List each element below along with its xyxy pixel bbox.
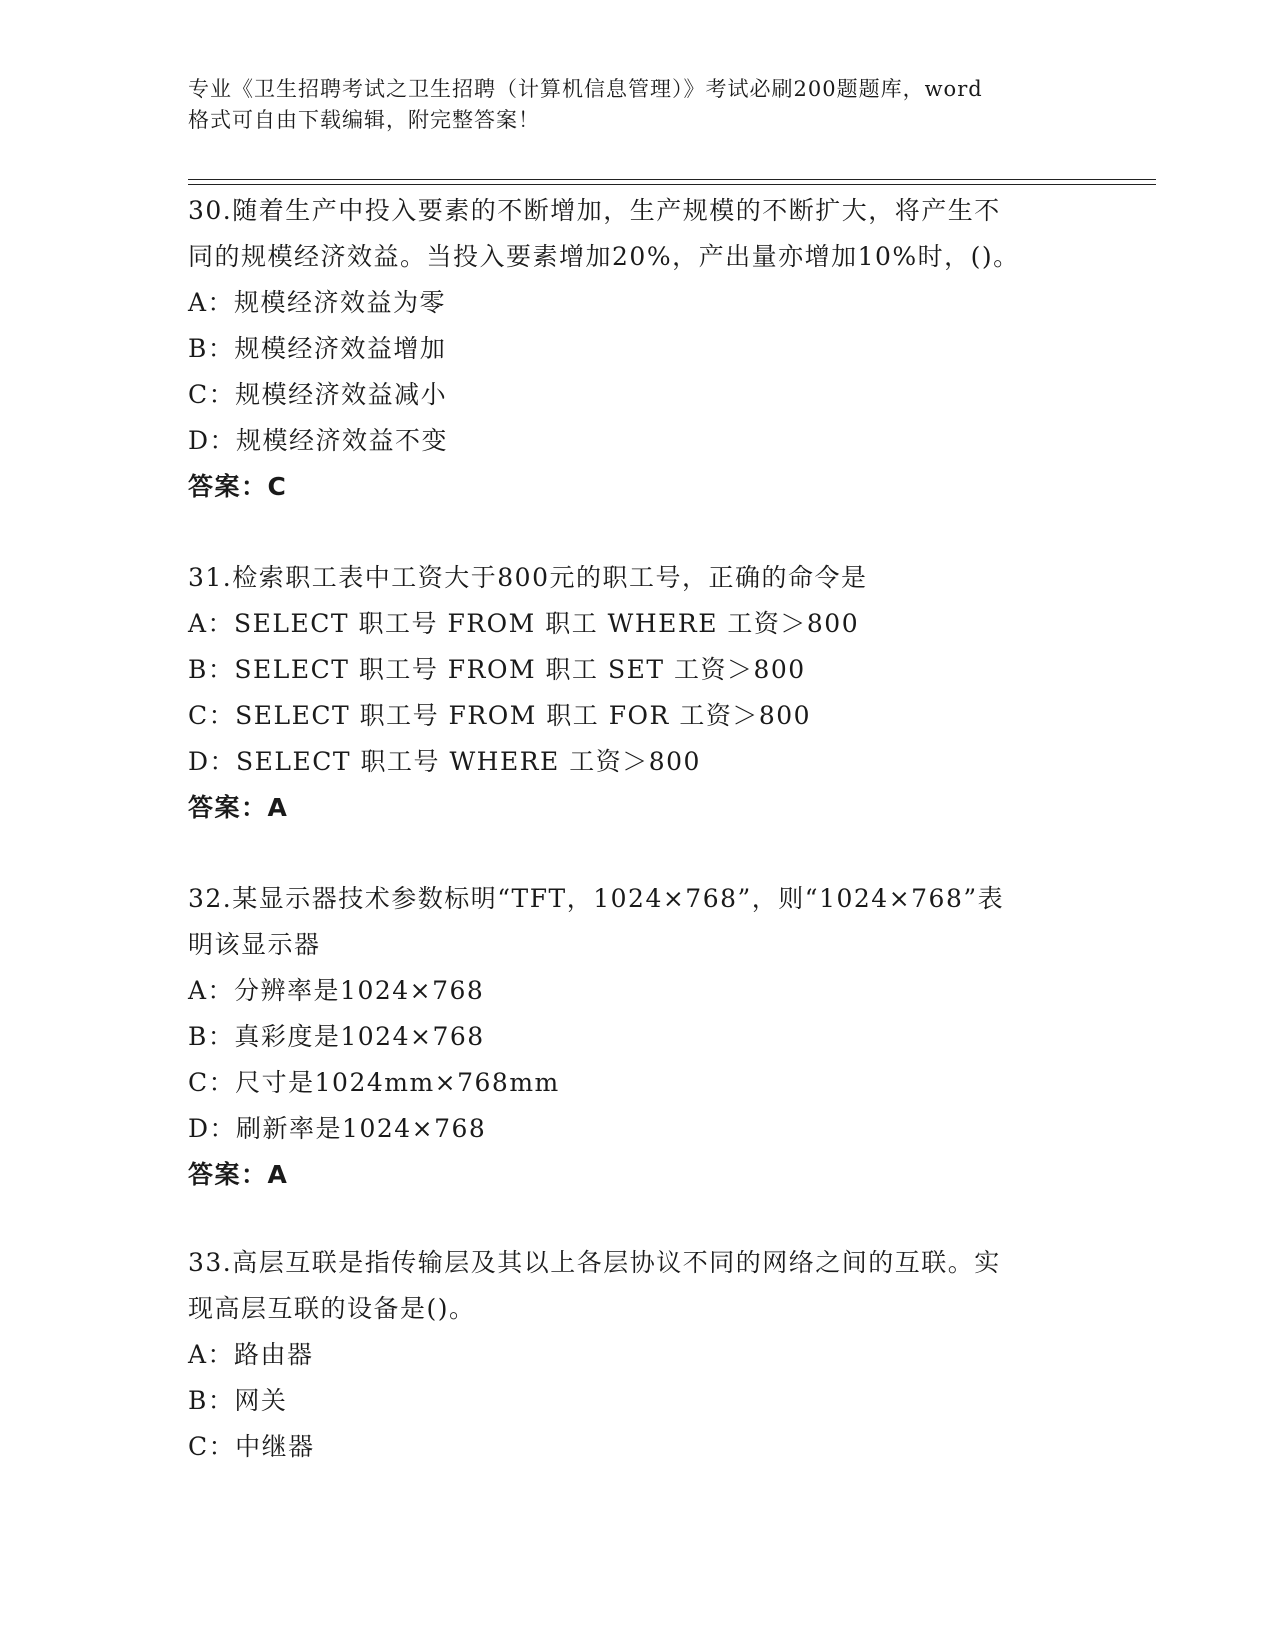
option-a: A：SELECT 职工号 FROM 职工 WHERE 工资＞800: [188, 609, 860, 638]
question-text-line-1: 30.随着生产中投入要素的不断增加，生产规模的不断扩大，将产生不: [188, 196, 1001, 225]
option-c: C：中继器: [188, 1432, 315, 1461]
question-text-line-1: 31.检索职工表中工资大于800元的职工号，正确的命令是: [188, 563, 868, 592]
answer: 答案：A: [188, 793, 289, 822]
option-b: B：真彩度是1024×768: [188, 1022, 485, 1051]
question-text-line-1: 32.某显示器技术参数标明“TFT，1024×768”，则“1024×768”表: [188, 884, 1005, 913]
header-line-1: 专业《卫生招聘考试之卫生招聘（计算机信息管理）》考试必刷200题题库，word: [188, 77, 983, 101]
option-d: D：规模经济效益不变: [188, 426, 449, 455]
question-text-line-2: 明该显示器: [188, 930, 321, 959]
option-b: B：网关: [188, 1386, 288, 1415]
header-divider-bottom: [188, 184, 1156, 185]
question-31: [188, 555, 1088, 831]
question-text-line-2: 现高层互联的设备是()。: [188, 1294, 476, 1323]
option-a: A：分辨率是1024×768: [188, 976, 485, 1005]
option-d: D：SELECT 职工号 WHERE 工资＞800: [188, 747, 701, 776]
header-divider-top: [188, 179, 1156, 180]
option-b: B：规模经济效益增加: [188, 334, 447, 363]
option-a: A：路由器: [188, 1340, 314, 1369]
question-32: [188, 876, 1088, 1198]
option-c: C：规模经济效益减小: [188, 380, 448, 409]
document-header: [188, 74, 1088, 136]
option-d: D：刷新率是1024×768: [188, 1114, 487, 1143]
option-b: B：SELECT 职工号 FROM 职工 SET 工资＞800: [188, 655, 806, 684]
answer: 答案：C: [188, 472, 288, 501]
header-line-2: 格式可自由下载编辑，附完整答案！: [188, 108, 540, 132]
option-a: A：规模经济效益为零: [188, 288, 447, 317]
option-c: C：SELECT 职工号 FROM 职工 FOR 工资＞800: [188, 701, 812, 730]
question-30: [188, 188, 1088, 510]
question-text-line-2: 同的规模经济效益。当投入要素增加20%，产出量亦增加10%时，()。: [188, 242, 1020, 271]
question-text-line-1: 33.高层互联是指传输层及其以上各层协议不同的网络之间的互联。实: [188, 1248, 1001, 1277]
answer: 答案：A: [188, 1160, 289, 1189]
question-33: [188, 1240, 1088, 1470]
option-c: C：尺寸是1024mm×768mm: [188, 1068, 560, 1097]
